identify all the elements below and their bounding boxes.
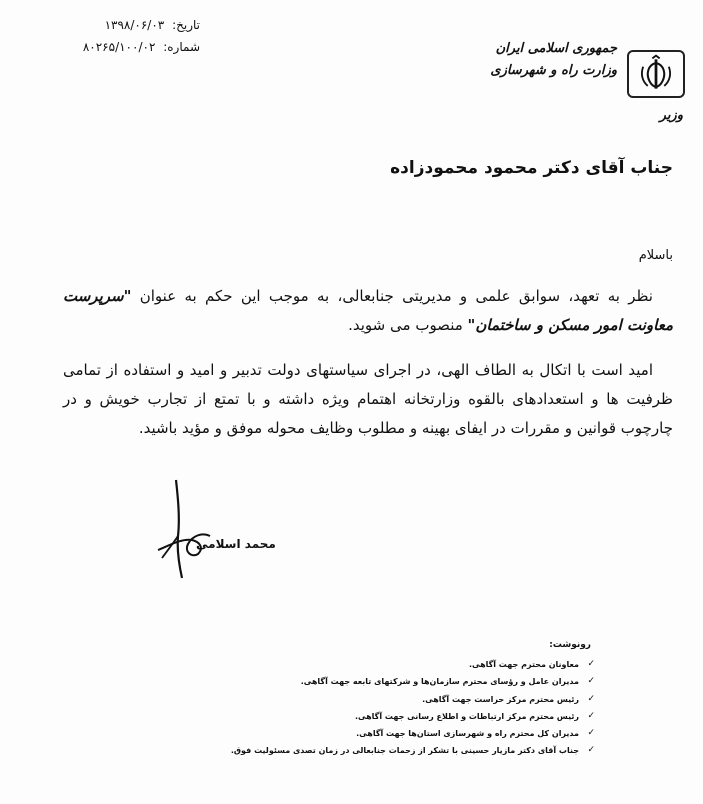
number-value: ۸۰۲۶۵/۱۰۰/۰۲ [82, 40, 156, 54]
date-value: ۱۳۹۸/۰۶/۰۳ [104, 18, 165, 32]
cc-item [125, 725, 595, 742]
addressee: جناب آقای دکتر محمود محمودزاده [390, 158, 673, 178]
check-icon: ✓ [587, 659, 595, 669]
para1-before: نظر به تعهد، سوابق علمی و مدیریتی جنابعالی، به موجب این حکم به عنوان [139, 287, 653, 305]
check-icon: ✓ [587, 693, 595, 704]
number-label: شماره: [163, 40, 200, 54]
cc-item-text: رئیس محترم مرکز ارتباطات و اطلاع رسانی جهت آگاهی. [354, 711, 579, 721]
cc-item-text: جناب آقای دکتر مازیار حسینی با تشکر از زحمات جنابعالی در زمان تصدی مسئولیت فوق. [230, 746, 579, 756]
letter-body [63, 282, 673, 459]
cc-item [125, 673, 595, 690]
date-label: تاریخ: [172, 18, 200, 32]
number-line [60, 36, 200, 58]
cc-item [125, 742, 595, 759]
date-line [60, 14, 200, 36]
signer-name: محمد اسلامی [196, 537, 276, 551]
paragraph-appointment [63, 282, 673, 340]
paragraph-wishes: امید است با اتکال به الطاف الهی، در اجرای سیاستهای دولت تدبیر و امید و استفاده از تمامی ظرفیت ها و استعدادهای بالقوه وزارتخانه اهتمام ویژه داشته و با تمتع از تجارب خویش و در چارچوب قوانین و مقررات در ایفای بهینه و مطلوب وظایف محوله موفق و مؤید باشید. [63, 361, 673, 437]
cc-item-text: مدیران عامل و رؤسای محترم سازمان‌ها و شرکتهای تابعه جهت آگاهی. [300, 677, 579, 687]
letter-meta [60, 14, 200, 58]
cc-title: رونوشت: [549, 640, 591, 650]
iran-emblem-logo [627, 50, 685, 98]
check-icon: ✓ [587, 728, 595, 739]
emblem-icon [629, 52, 683, 96]
check-icon: ✓ [587, 745, 595, 756]
cc-item [125, 708, 595, 725]
check-icon: ✓ [587, 710, 595, 721]
check-icon: ✓ [587, 676, 595, 687]
cc-list [125, 656, 595, 760]
cc-item-text: معاونان محترم جهت آگاهی. [468, 660, 579, 669]
salutation: باسلام [638, 248, 673, 263]
position-title: "سرپرست معاونت امور مسکن و ساختمان" [63, 287, 673, 334]
organization-header [457, 38, 617, 82]
cc-item-text: مدیران کل محترم راه و شهرسازی استان‌ها جهت آگاهی. [356, 729, 579, 739]
org-name: جمهوری اسلامی ایران [495, 41, 617, 56]
ministry-name: وزارت راه و شهرسازی [490, 63, 617, 78]
para1-after: منصوب می شوید. [348, 316, 463, 334]
cc-item [125, 691, 595, 708]
handwritten-signature [148, 478, 228, 580]
sender-title: وزیر [659, 108, 683, 123]
cc-item [125, 656, 595, 673]
cc-item-text: رئیس محترم مرکز حراست جهت آگاهی. [422, 694, 579, 704]
